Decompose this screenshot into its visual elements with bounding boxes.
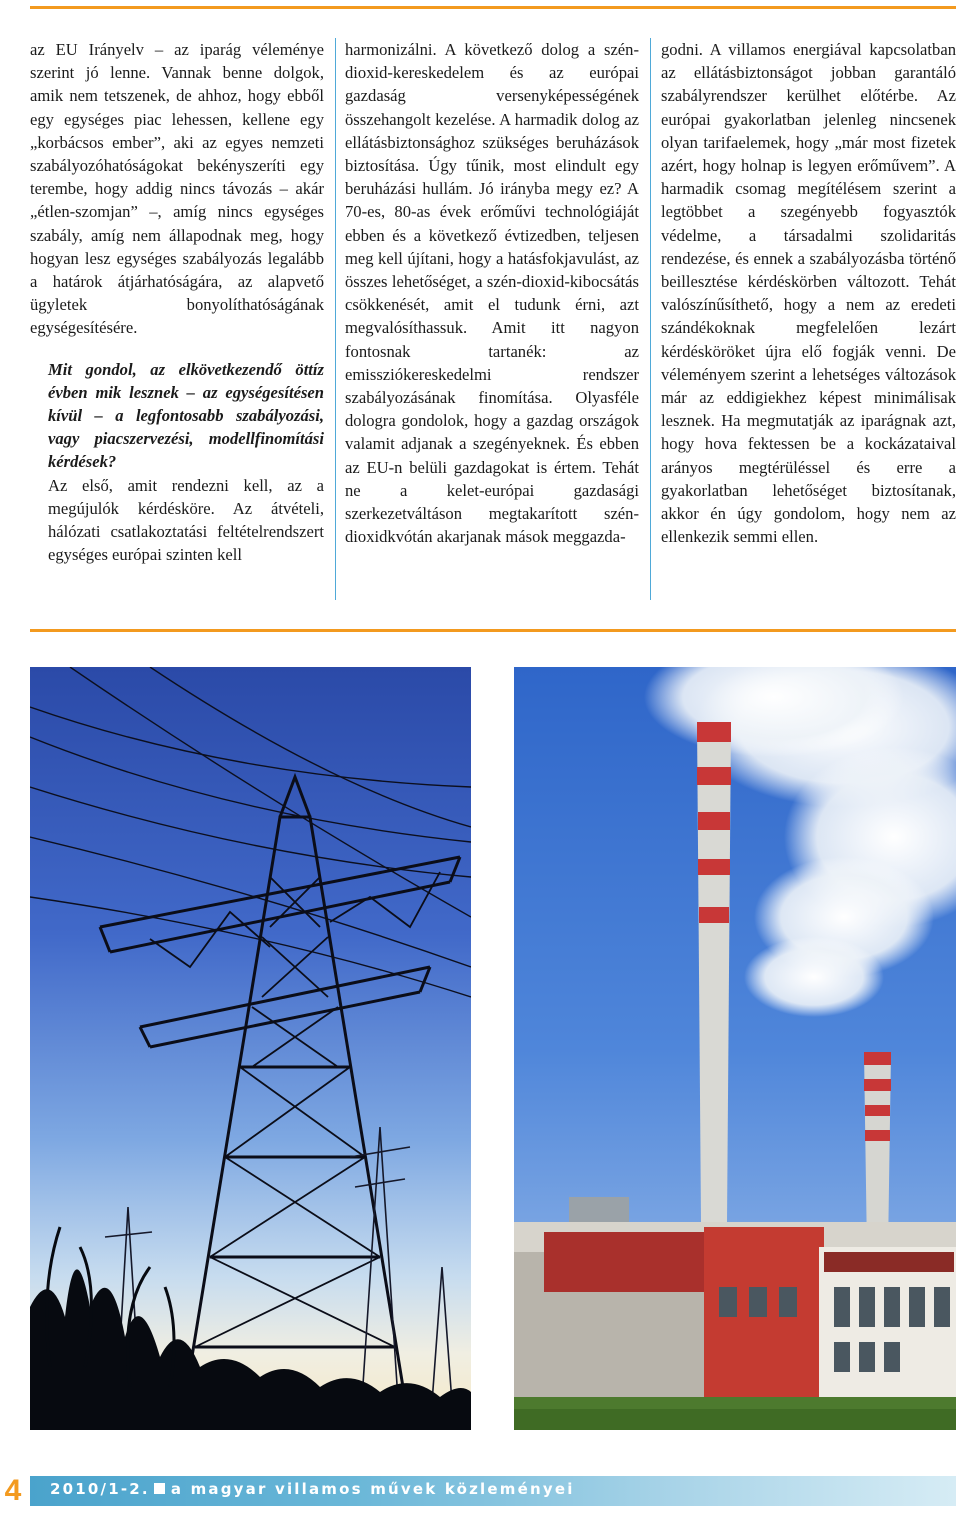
middle-orange-rule: [30, 629, 956, 632]
paragraph: godni. A villamos energiával kapcsolatban az ellátásbiztonságot jobban garantáló szabályrendszer kerülhet előtérbe. Az európai gyakorlatban jelenleg nincsenek olyan tarifaelemek, hogy „már most fizetek azért, hogy holnap is legyen erőművem”. A harmadik csomag megítélésem szerint a legtöbbet a szegényebb fogyasztók védelme, a társadalmi szolidaritás rendezése, és ennek a szabályozásba történő beillesztése kérdéskörben változott. Tehát valószínűsíthető, hogy a nem az eredeti szándékoknak megfelelően lezárt kérdésköröket újra elő fogják venni. De véleményem szerint a lehetséges változások már az eddigiekhez képest minimálisak lesznek. Ha megmutatják az iparágnak azt, hogy hova fektessen be a kockázataival arányos megtérüléssel és erre a gyakorlatban lehetőséget biztosítanak, akkor én úgy gondolom, hogy nem az ellenkezik semmi ellen.: [661, 40, 956, 547]
power-plant-chimneys-photo: [514, 667, 956, 1430]
text-column-2: [345, 38, 639, 548]
top-orange-rule: [30, 6, 956, 9]
page-number: 4: [4, 1474, 22, 1507]
footer-publication: [50, 1480, 575, 1498]
answer-paragraph: Az első, amit rendezni kell, az a megújulók kérdésköre. Az átvételi, hálózati csatlakoztatási feltételrendszert egységes európai szinten kell: [48, 475, 324, 565]
interview-question: Mit gondol, az elkövetkezendő öttíz évben mik lesznek – az egységesítésen kívül – a legfontosabb szabályozási, vagy piacszervezési, modellfinomítási kérdések?: [48, 359, 324, 472]
paragraph: harmonizálni. A következő dolog a szén-dioxid-kereskedelem és az európai gazdaság versenyképességének összehangolt kezelése. A harmadik dolog az ellátásbiztonsághoz szükséges beruházások biztosítása. Úgy tűnik, most elindult egy beruházási hullám. Jó irányba megy ez? A 70-es, 80-as évek erőművi technológiáját ebben és a következő évtizedben, teljesen meg kell újítani, hogy a hatásfokjavulást, az összes lehetőséget, a szén-dioxid-kibocsátás csökkenését, amit el tudunk érni, azt megvalósíthassuk. Amit itt nagyon fontosnak tartanék: az emissziókereskedelmi rendszer szabályozásának finomítása. Olyasféle dologra gondolok, hogy a gazdag országok valamit adjanak a szegényeknek. És ebben az EU-n belüli gazdagokat is értem. Tehát ne a kelet-európai gazdasági szerkezetváltáson megtakarított szén-dioxidkvótán akarjanak mások meggazda-: [345, 40, 639, 547]
column-divider: [335, 38, 336, 600]
text-column-1: [30, 38, 324, 566]
paragraph: az EU Irányelv – az iparág véleménye szerint jó lenne. Vannak benne dolgok, amik nem tetszenek, de ahhoz, hogy ebből egy egységes piac lehessen, kellene egy „korbácsos ember”, aki az egyes nemzeti szabályozóhatóságokat bekényszeríti egy terembe, hogy addig nincs távozás – akár „étlen-szomjan” –, amíg nincs egységes szabály, amíg nem állapodnak meg, hogy hogyan lesz egységes szabályozás legalább a határok átjárhatóságára, az alapvető ügyletek bonyolíthatóságának egységesítésére.: [30, 40, 324, 338]
publication-title: a magyar villamos művek közleményei: [170, 1480, 575, 1498]
issue-number: 2010/1-2.: [50, 1480, 150, 1498]
power-pylon-photo: [30, 667, 471, 1430]
square-bullet-icon: [154, 1483, 165, 1494]
column-divider: [650, 38, 651, 600]
text-column-3: [661, 38, 956, 548]
